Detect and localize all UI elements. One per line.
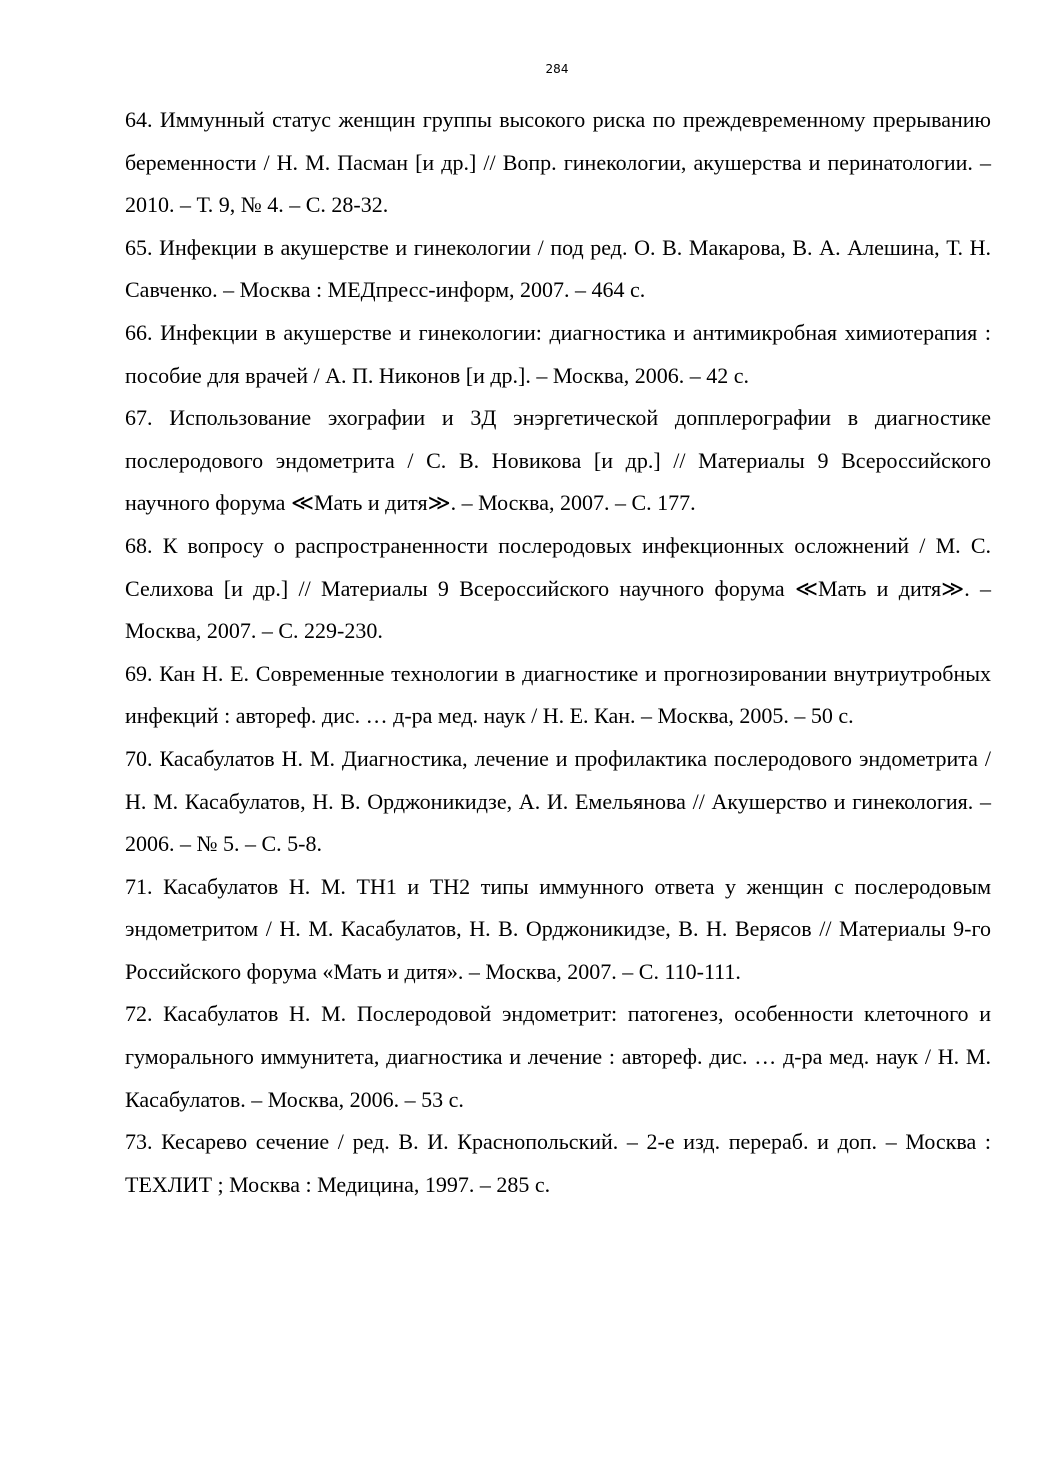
reference-item: 71. Касабулатов Н. М. ТН1 и ТН2 типы иммунного ответа у женщин с послеродовым эндометритом / Н. М. Касабулатов, Н. В. Орджоникидзе, В. Н. Верясов // Материалы 9-го Российского форума «Мать и дитя». – Москва, 2007. – С. 110-111. xyxy=(125,873,991,984)
reference-item: 68. К вопросу о распространенности послеродовых инфекционных осложнений / М. С. Селихова [и др.] // Материалы 9 Всероссийского научного форума ≪Мать и дитя≫. – Москва, 2007. – С. 229-230. xyxy=(125,532,991,644)
reference-list xyxy=(125,99,991,1206)
reference-item: 73. Кесарево сечение / ред. В. И. Краснопольский. – 2-е изд. перераб. и доп. – Москва : ТЕХЛИТ ; Москва : Медицина, 1997. – 285 с. xyxy=(125,1129,991,1197)
reference-item: 66. Инфекции в акушерстве и гинекологии: диагностика и антимикробная химиотерапия : пособие для врачей / А. П. Никонов [и др.]. – Москва, 2006. – 42 с. xyxy=(125,319,991,388)
reference-item: 69. Кан Н. Е. Современные технологии в диагностике и прогнозировании внутриутробных инфекций : автореф. дис. … д-ра мед. наук / Н. Е. Кан. – Москва, 2005. – 50 с. xyxy=(125,660,991,729)
reference-item: 67. Использование эхографии и 3Д энэргетической допплерографии в диагностике послеродового эндометрита / С. В. Новикова [и др.] // Материалы 9 Всероссийского научного форума ≪Мать и дитя≫. – Москва, 2007. – С. 177. xyxy=(125,405,991,516)
reference-item: 64. Иммунный статус женщин группы высокого риска по преждевременному прерыванию беременности / Н. М. Пасман [и др.] // Вопр. гинекологии, акушерства и перинатологии. – 2010. – Т. 9, № 4. – С. 28-32. xyxy=(125,107,991,218)
reference-item: 70. Касабулатов Н. М. Диагностика, лечение и профилактика послеродового эндометрита / Н. М. Касабулатов, Н. В. Орджоникидзе, А. И. Емельянова // Акушерство и гинекология. – 2006. – № 5. – С. 5-8. xyxy=(125,745,991,857)
page-number: 284 xyxy=(545,62,569,76)
reference-item: 65. Инфекции в акушерстве и гинекологии / под ред. О. В. Макарова, В. А. Алешина, Т. Н. Савченко. – Москва : МЕДпресс-информ, 2007. – 464 с. xyxy=(125,234,991,303)
reference-item: 72. Касабулатов Н. М. Послеродовой эндометрит: патогенез, особенности клеточного и гуморального иммунитета, диагностика и лечение : автореф. дис. … д-ра мед. наук / Н. М. Касабулатов. – Москва, 2006. – 53 с. xyxy=(125,1001,991,1112)
